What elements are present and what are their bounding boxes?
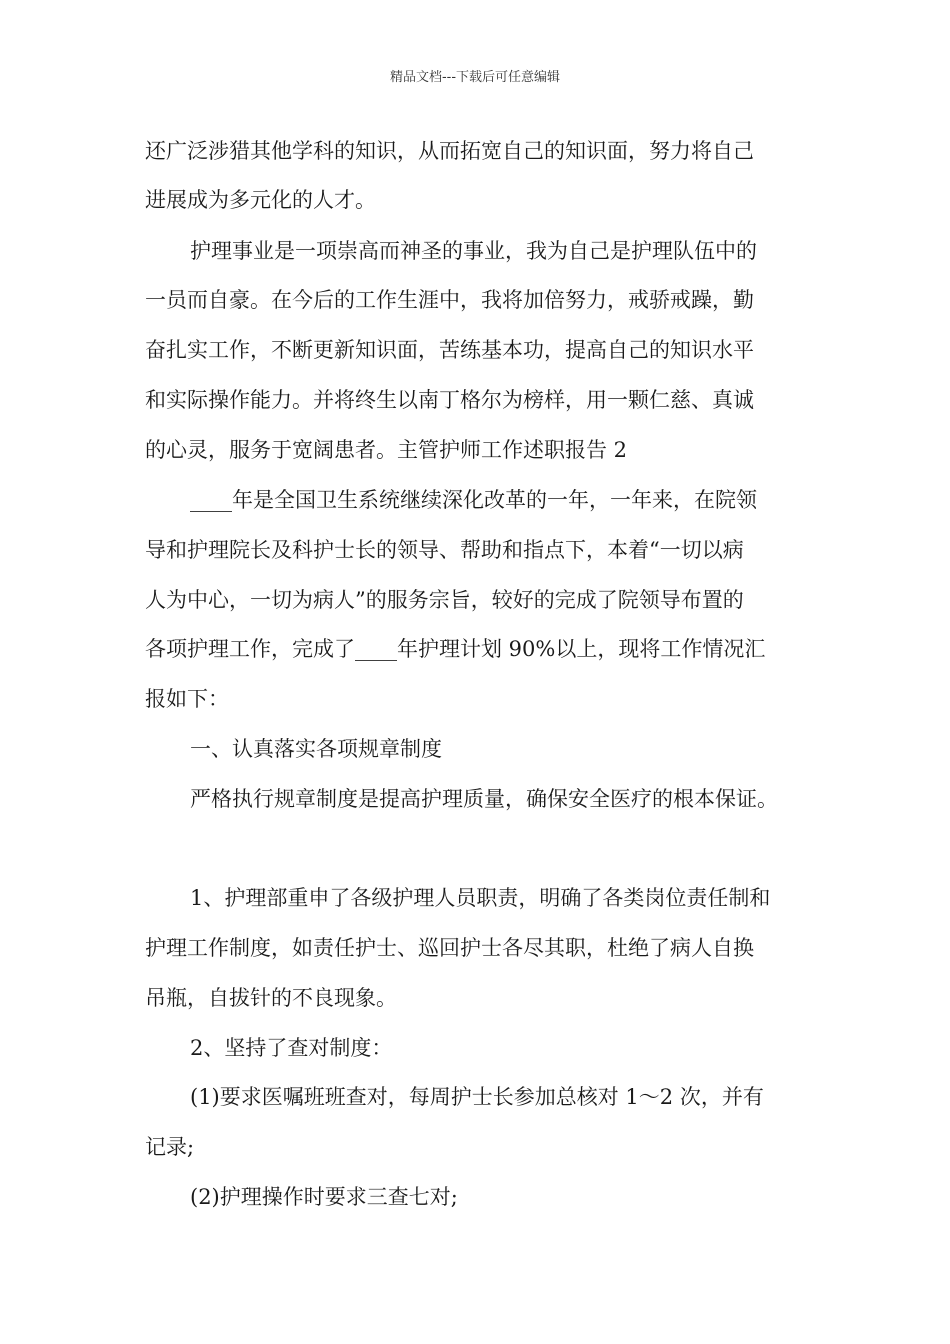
- text-line: 人为中心，一切为病人”的服务宗旨，较好的完成了院领导布置的: [145, 588, 744, 612]
- text-line: 护理事业是一项崇高而神圣的事业，我为自己是护理队伍中的: [190, 239, 757, 263]
- text-line: 导和护理院长及科护士长的领导、帮助和指点下，本着“一切以病: [145, 538, 744, 562]
- section-heading: 一、认真落实各项规章制度: [190, 737, 442, 761]
- text-line: (2)护理操作时要求三查七对;: [190, 1185, 458, 1209]
- text-line: 还广泛涉猎其他学科的知识，从而拓宽自己的知识面，努力将自己: [145, 139, 754, 163]
- text-line: 护理工作制度，如责任护士、巡回护士各尽其职，杜绝了病人自换: [145, 936, 754, 960]
- text-line: 和实际操作能力。并将终生以南丁格尔为榜样，用一颗仁慈、真诚: [145, 388, 754, 412]
- text-line: 2、坚持了查对制度：: [190, 1036, 393, 1060]
- text-line: 报如下：: [145, 687, 229, 711]
- text-line: (1)要求医嘱班班查对，每周护士长参加总核对 1～2 次，并有: [190, 1085, 764, 1109]
- text-line: ____年是全国卫生系统继续深化改革的一年，一年来，在院领: [190, 488, 757, 512]
- text-line: 记录;: [145, 1135, 195, 1159]
- text-line: 奋扎实工作，不断更新知识面，苦练基本功，提高自己的知识水平: [145, 338, 754, 362]
- text-line: 1、护理部重申了各级护理人员职责，明确了各类岗位责任制和: [190, 886, 771, 910]
- text-line: 进展成为多元化的人才。: [145, 188, 376, 212]
- text-line: 吊瓶，自拔针的不良现象。: [145, 986, 397, 1010]
- text-line: 一员而自豪。在今后的工作生涯中，我将加倍努力，戒骄戒躁，勤: [145, 288, 754, 312]
- text-line: 各项护理工作，完成了____年护理计划 90%以上，现将工作情况汇: [145, 637, 766, 661]
- page-header: 精品文档---下载后可任意编辑: [389, 70, 561, 85]
- text-line: 的心灵，服务于宽阔患者。主管护师工作述职报告 2: [145, 438, 628, 462]
- text-line: 严格执行规章制度是提高护理质量，确保安全医疗的根本保证。: [190, 787, 778, 811]
